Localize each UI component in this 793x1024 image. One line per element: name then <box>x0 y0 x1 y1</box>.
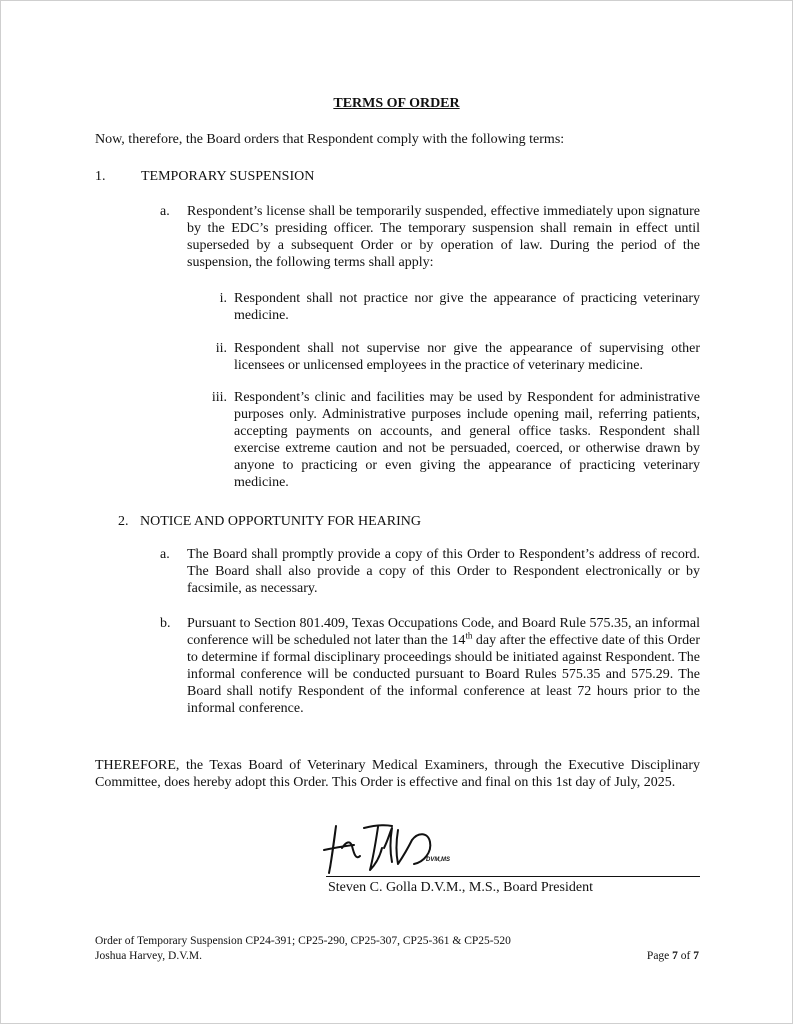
item-marker: a. <box>160 204 170 219</box>
handwritten-signature <box>320 818 700 880</box>
item-marker: a. <box>160 547 170 562</box>
therefore-paragraph: THEREFORE, the Texas Board of Veterinary Medical Examiners, through the Executive Disciplinary Committee, does hereby adopt this Order. This Order is effective and final on this 1st day of July, 2025. <box>95 758 700 790</box>
item-text <box>187 615 700 717</box>
section-heading: TEMPORARY SUSPENSION <box>141 169 315 184</box>
signature-line <box>326 876 700 877</box>
page-number <box>647 949 699 964</box>
section-heading: NOTICE AND OPPORTUNITY FOR HEARING <box>140 514 421 529</box>
subitem-text: Respondent shall not supervise nor give the appearance of supervising other licensees or unlicensed employees in the practice of veterinary medicine. <box>234 341 700 373</box>
page-label: Page <box>646 950 673 962</box>
item-text-part: Pursuant to Section 801.409, Texas Occupations Code, and Board Rule 575.35, an informal conference will be scheduled not later than the 14 <box>187 616 700 648</box>
subitem-marker: ii. <box>215 341 227 356</box>
signature-graphic <box>320 818 700 880</box>
signer-name: Steven C. Golla D.V.M., M.S., Board President <box>328 880 593 895</box>
item-text-part: day after the effective date of this Order to determine if formal disciplinary proceedings should be initiated against Respondent. The informal conference will be conducted pursuant to Board Rules 575.35 and 575.29. The Board shall notify Respondent of the informal conference at least 72 hours prior to the informal conference. <box>187 633 700 716</box>
subitem-marker: iii. <box>211 390 227 405</box>
document-title: TERMS OF ORDER <box>333 96 460 111</box>
page-total: 7 <box>693 950 699 962</box>
superscript: th <box>465 630 473 641</box>
page-current: 7 <box>672 950 678 962</box>
signature-suffix: DVM,MS <box>426 857 450 863</box>
section-number: 2. <box>118 514 129 529</box>
item-text: Respondent’s license shall be temporarily suspended, effective immediately upon signature by the EDC’s presiding officer. The temporary suspension shall remain in effect until superseded by a subsequent Order or by operation of law. During the period of the suspension, the following terms shall apply: <box>187 204 700 270</box>
section-number: 1. <box>95 169 106 184</box>
subitem-text: Respondent’s clinic and facilities may be used by Respondent for administrative purposes only. Administrative purposes include opening mail, referring patients, accepting payments on accounts, and general office tasks. Respondent shall exercise extreme caution and not be persuaded, coerced, or otherwise drawn by anyone to practicing or even giving the appearance of practicing veterinary medicine. <box>234 390 700 490</box>
intro-paragraph: Now, therefore, the Board orders that Respondent comply with the following terms: <box>95 132 565 147</box>
footer-case-line: Order of Temporary Suspension CP24-391; CP25-290, CP25-307, CP25-361 & CP25-520 <box>95 935 511 947</box>
subitem-text: Respondent shall not practice nor give the appearance of practicing veterinary medicine. <box>234 291 700 323</box>
item-marker: b. <box>160 616 171 631</box>
footer <box>95 934 511 964</box>
footer-respondent-line: Joshua Harvey, D.V.M. <box>95 950 203 962</box>
page-of: of <box>677 950 694 962</box>
item-text: The Board shall promptly provide a copy of this Order to Respondent’s address of record. The Board shall also provide a copy of this Order to Respondent electronically or by facsimile, as necessary. <box>187 547 700 596</box>
subitem-marker: i. <box>219 291 227 306</box>
